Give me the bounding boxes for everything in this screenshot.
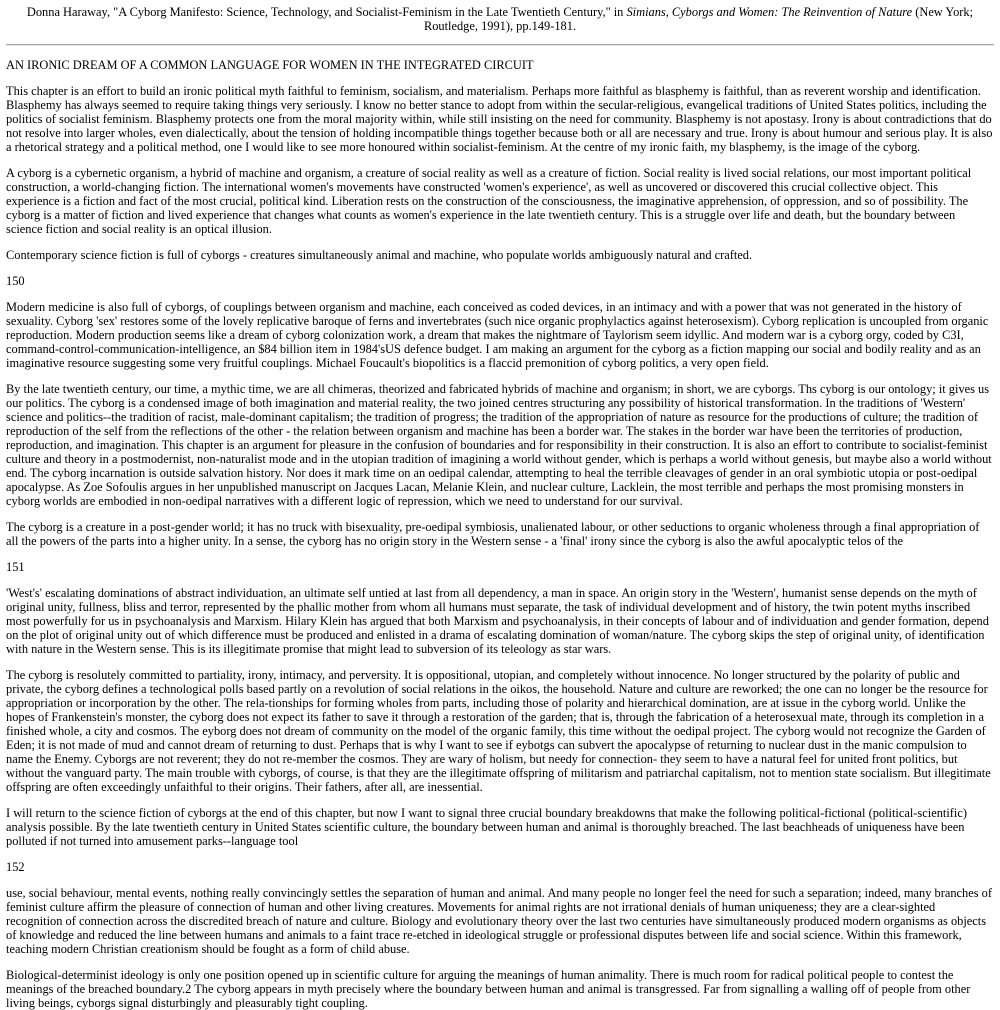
paragraph: A cyborg is a cybernetic organism, a hybrid of machine and organism, a creature of social reality as well as a creature of fiction. Social reality is lived social relations, our most important political construction, a world-changing fiction. The international women's movements have constructed 'women's experience', as well as uncovered or discovered this crucial collective object. This experience is a fiction and fact of the most crucial, political kind. Liberation rests on the construction of the consciousness, the imaginative apprehension, of oppression, and so of possibility. The cyborg is a matter of fiction and lived experience that changes what counts as women's experience in the late twentieth century. This is a struggle over life and death, but the boundary between science fiction and social reality is an optical illusion. <box>6 166 972 236</box>
paragraph: Modern medicine is also full of cyborgs, of couplings between organism and machine, each conceived as coded devices, in an intimacy and with a power that was not generated in the history of sexuality. Cyborg 'sex' restores some of the lovely replicative baroque of ferns and invertebrates (such nice organic prophylactics against heterosexism). Cyborg replication is uncoupled from organic reproduction. Modern production seems like a dream of cyborg colonization work, a dream that makes the nightmare of Taylorism seem idyllic. And modern war is a cyborg orgy, coded by C3I, command-control-communication-intelligence, an $84 billion item in 1984'sUS defence budget. I am making an argument for the cyborg as a fiction mapping our social and bodily reality and as an imaginative resource suggesting some very fruitful couplings. Michael Foucault's biopolitics is a flaccid premonition of cyborg politics, a very open field. <box>6 300 989 370</box>
paragraph: Biological-determinist ideology is only one position opened up in scientific culture for arguing the meanings of human animality. There is much room for radical political people to contest the meanings of the breached boundary.2 The cyborg appears in myth precisely where the boundary between human and animal is transgressed. Far from signalling a walling off of people from other living beings, cyborgs signal disturbingly and pleasurably tight coupling. <box>6 968 971 1010</box>
paragraph: The cyborg is a creature in a post-gender world; it has no truck with bisexuality, pre-oedipal symbiosis, unalienated labour, or other seductions to organic wholeness through a final appropriation of all the powers of the parts into a higher unity. In a sense, the cyborg has no origin story in the Western sense - a 'final' irony since the cyborg is also the awful apocalyptic telos of the <box>6 520 980 548</box>
paragraph: By the late twentieth century, our time, a mythic time, we are all chimeras, theorized and fabricated hybrids of machine and organism; in short, we are cyborgs. Ths cyborg is our ontology; it gives us our politics. The cyborg is a condensed image of both imagination and material reality, the two joined centres structuring any possibility of historical transformation. In the traditions of 'Western' science and politics--the tradition of racist, male-dominant capitalism; the tradition of progress; the tradition of the appropriation of nature as resource for the productions of culture; the tradition of reproduction of the self from the reflections of the other - the relation between organism and machine has been a border war. The stakes in the border war have been the territories of production, reproduction, and imagination. This chapter is an argument for pleasure in the confusion of boundaries and for responsibility in their construction. It is also an effort to contribute to socialist-feminist culture and theory in a postmodernist, non-naturalist mode and in the utopian tradition of imagining a world without gender, which is perhaps a world without genesis, but maybe also a world without end. The cyborg incarnation is outside salvation history. Nor does it mark time on an oedipal calendar, attempting to heal the terrible cleavages of gender in an oral symbiotic utopia or post-oedipal apocalypse. As Zoe Sofoulis argues in her unpublished manuscript on Jacques Lacan, Melanie Klein, and nuclear culture, Lacklein, the most terrible and perhaps the most promising monsters in cyborg worlds are embodied in non-oedipal narratives with a different logic of repression, which we need to understand for our survival. <box>6 382 992 508</box>
paragraph: 'West's' escalating dominations of abstract individuation, an ultimate self untied at last from all dependency, a man in space. An origin story in the 'Western', humanist sense depends on the myth of original unity, fullness, bliss and terror, represented by the phallic mother from whom all humans must separate, the task of individual development and of history, the twin potent myths inscribed most powerfully for us in psychoanalysis and Marxism. Hilary Klein has argued that both Marxism and psychoanalysis, in their concepts of labour and of individuation and gender formation, depend on the plot of original unity out of which difference must be produced and enlisted in a drama of escalating domination of woman/nature. The cyborg skips the step of original unity, of identification with nature in the Western sense. This is its illegitimate promise that might lead to subversion of its teleology as star wars. <box>6 586 989 656</box>
page-number: 150 <box>6 274 25 288</box>
citation-prefix: Donna Haraway, "A Cyborg Manifesto: Science, Technology, and Socialist-Feminism in the Late Twentieth Century," in <box>26 5 627 19</box>
citation-book-title: Simians, Cyborgs and Women: The Reinvention of Nature <box>626 5 913 19</box>
paragraph: This chapter is an effort to build an ironic political myth faithful to feminism, socialism, and materialism. Perhaps more faithful as blasphemy is faithful, than as reverent worship and identification. Blasphemy has always seemed to require taking things very seriously. I know no better stance to adopt from within the secular-religious, evangelical traditions of United States politics, including the politics of socialist feminism. Blasphemy protects one from the moral majority within, while still insisting on the need for community. Blasphemy is not apostasy. Irony is about contradictions that do not resolve into larger wholes, even dialectically, about the tension of holding incompatible things together because both or all are necessary and true. Irony is about humour and serious play. It is also a rhetorical strategy and a political method, one I would like to see more honoured within socialist-feminism. At the centre of my ironic faith, my blasphemy, is the image of the cyborg. <box>6 84 993 154</box>
paragraph: The cyborg is resolutely committed to partiality, irony, intimacy, and perversity. It is oppositional, utopian, and completely without innocence. No longer structured by the polarity of public and private, the cyborg defines a technological polls based partly on a revolution of social relations in the oikos, the household. Nature and culture are reworked; the one can no longer be the resource for appropriation or incorporation by the other. The rela-tionships for forming wholes from parts, including those of polarity and hierarchical domination, are at issue in the cyborg world. Unlike the hopes of Frankenstein's monster, the cyborg does not expect its father to save it through a restoration of the garden; that is, through the fabrication of a heterosexual mate, through its completion in a finished whole, a city and cosmos. The eyborg does not dream of community on the model of the organic family, this time without the oedipal project. The cyborg would not recognize the Garden of Eden; it is not made of mud and cannot dream of returning to dust. Perhaps that is why I want to see if eybotgs can subvert the apocalypse of returning to nuclear dust in the manic compulsion to name the Enemy. Cyborgs are not reverent; they do not re-member the cosmos. They are wary of holism, but needy for connection- they seem to have a natural feel for united front politics, but without the vanguard party. The main trouble with cyborgs, of course, is that they are the illegitimate offspring of militarism and patriarchal capitalism, not to mention state socialism. But illegitimate offspring are often exceedingly unfaithful to their origins. Their fathers, after all, are inessential. <box>6 668 991 794</box>
horizontal-rule <box>6 44 994 46</box>
section-heading: AN IRONIC DREAM OF A COMMON LANGUAGE FOR WOMEN IN THE INTEGRATED CIRCUIT <box>6 58 534 72</box>
paragraph: Contemporary science fiction is full of cyborgs - creatures simultaneously animal and machine, who populate worlds ambiguously natural and crafted. <box>6 248 753 262</box>
citation-suffix: (New York; Routledge, 1991), pp.149-181. <box>423 5 974 33</box>
paragraph: use, social behaviour, mental events, nothing really convincingly settles the separation of human and animal. And many people no longer feel the need for such a separation; indeed, many branches of feminist culture affirm the pleasure of connection of human and other living creatures. Movements for animal rights are not irrational denials of human uniqueness; they are a clear-sighted recognition of connection across the discredited breach of nature and culture. Biology and evolutionary theory over the last two centuries have simultaneously produced modern organisms as objects of knowledge and reduced the line between humans and animals to a faint trace re-etched in ideological struggle or professional disputes between life and social science. Within this framework, teaching modern Christian creationism should be fought as a form of child abuse. <box>6 886 992 956</box>
page-number: 152 <box>6 860 25 874</box>
citation <box>6 5 994 33</box>
page-number: 151 <box>6 560 25 574</box>
paragraph: I will return to the science fiction of cyborgs at the end of this chapter, but now I want to signal three crucial boundary breakdowns that make the following political-fictional (political-scientific) analysis possible. By the late twentieth century in United States scientific culture, the boundary between human and animal is thoroughly breached. The last beachheads of uniqueness have been polluted if not turned into amusement parks--language tool <box>6 806 967 848</box>
